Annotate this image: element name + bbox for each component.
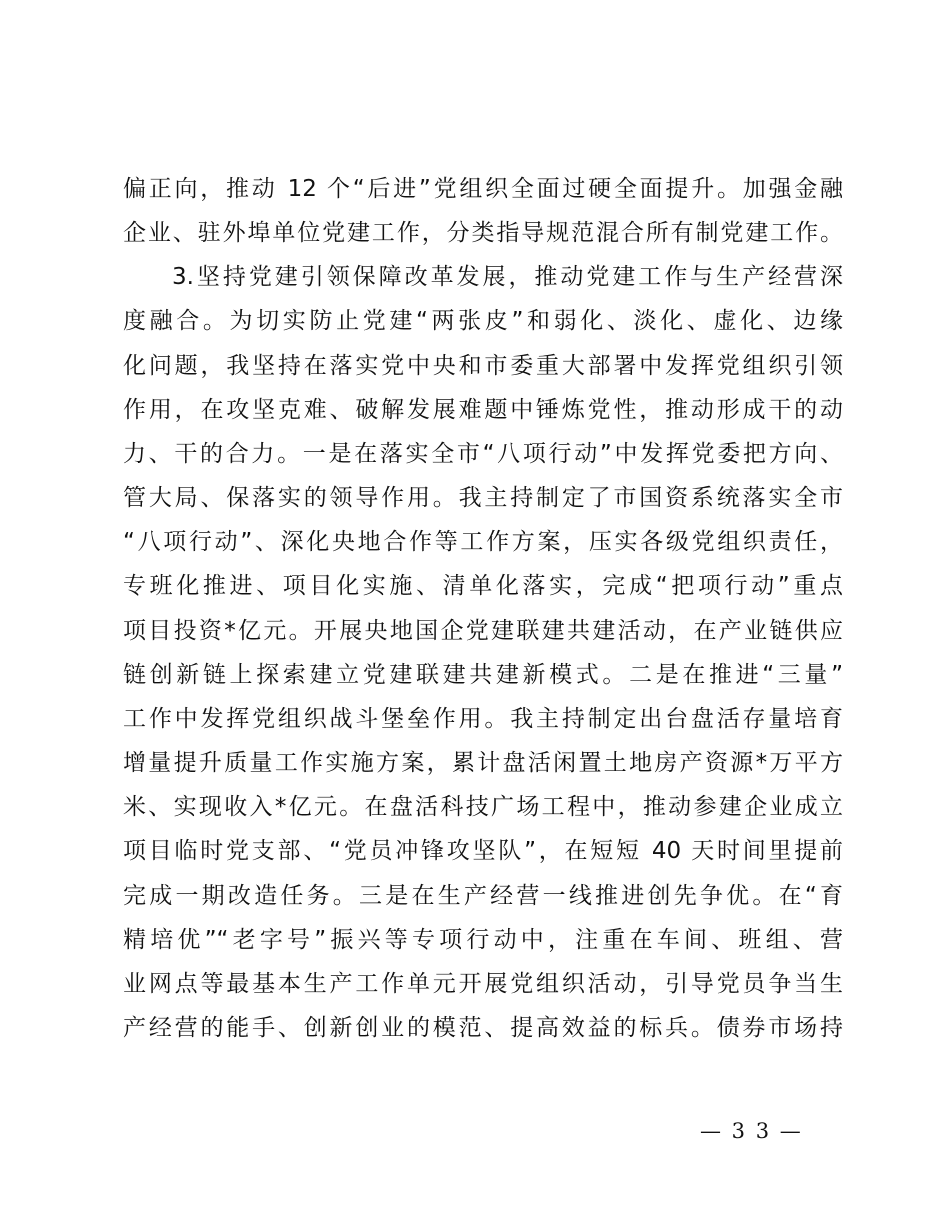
body-text-line: 业网点等最基本生产工作单元开展党组织活动，引导党员争当生 bbox=[123, 971, 843, 997]
body-text-line: 完成一期改造任务。三是在生产经营一线推进创先争优。在“育 bbox=[123, 883, 843, 909]
body-text-line: 化问题，我坚持在落实党中央和市委重大部署中发挥党组织引领 bbox=[123, 353, 843, 379]
page-number: — 3 3 — bbox=[700, 1119, 803, 1143]
body-text-line: 链创新链上探索建立党建联建共建新模式。二是在推进“三量” bbox=[123, 662, 843, 688]
body-text-line: 偏正向，推动 12 个“后进”党组织全面过硬全面提升。加强金融 bbox=[123, 176, 843, 202]
body-text-line: 作用，在攻坚克难、破解发展难题中锤炼党性，推动形成干的动 bbox=[123, 397, 843, 423]
body-text-line: 力、干的合力。一是在落实全市“八项行动”中发挥党委把方向、 bbox=[123, 441, 843, 467]
body-text-line: “八项行动”、深化央地合作等工作方案，压实各级党组织责任， bbox=[123, 529, 843, 555]
section-heading-line: 3.坚持党建引领保障改革发展，推动党建工作与生产经营深 bbox=[172, 264, 843, 290]
body-text-line: 项目临时党支部、“党员冲锋攻坚队”，在短短 40 天时间里提前 bbox=[123, 838, 843, 864]
body-text-line: 精培优”“老字号”振兴等专项行动中，注重在车间、班组、营 bbox=[123, 927, 843, 953]
body-text-line: 项目投资*亿元。开展央地国企党建联建共建活动，在产业链供应 bbox=[123, 618, 843, 644]
body-text-line: 管大局、保落实的领导作用。我主持制定了市国资系统落实全市 bbox=[123, 485, 843, 511]
body-text-line: 米、实现收入*亿元。在盘活科技广场工程中，推动参建企业成立 bbox=[123, 794, 843, 820]
body-text-line: 产经营的能手、创新创业的模范、提高效益的标兵。债券市场持 bbox=[123, 1015, 843, 1041]
body-text-line: 增量提升质量工作实施方案，累计盘活闲置土地房产资源*万平方 bbox=[123, 750, 843, 776]
body-text-line: 度融合。为切实防止党建“两张皮”和弱化、淡化、虚化、边缘 bbox=[123, 308, 843, 334]
body-text-line: 专班化推进、项目化实施、清单化落实，完成“把项行动”重点 bbox=[123, 573, 843, 599]
body-text-line: 企业、驻外埠单位党建工作，分类指导规范混合所有制党建工作。 bbox=[123, 220, 843, 246]
body-text-line: 工作中发挥党组织战斗堡垒作用。我主持制定出台盘活存量培育 bbox=[123, 706, 843, 732]
